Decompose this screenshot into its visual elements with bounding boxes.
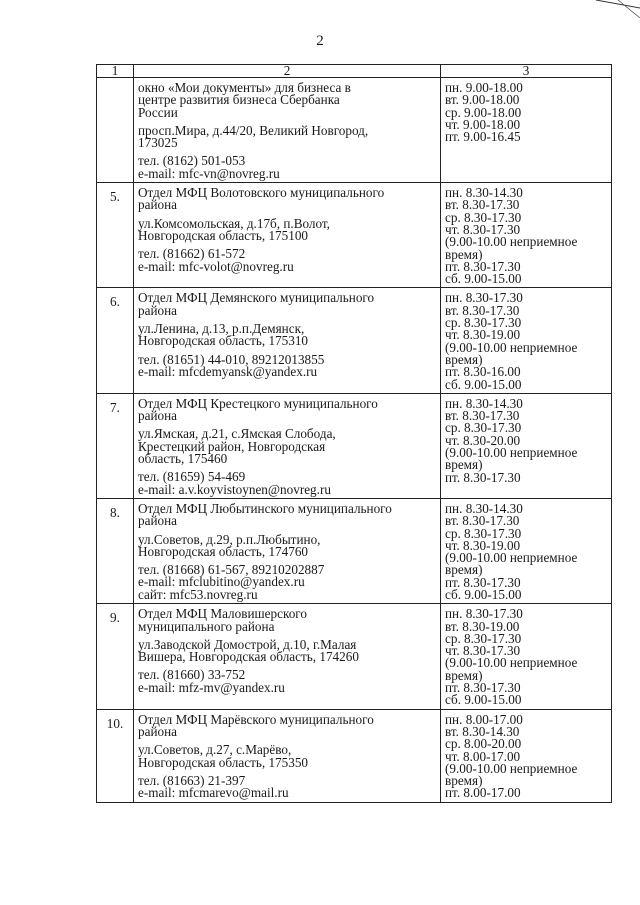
hours-line: вт. 8.30-17.30 (445, 513, 520, 529)
hours-line: время) (445, 457, 483, 473)
hours-line: ср. 8.30-17.30 (445, 420, 522, 436)
hours-line: чт. 8.30-19.00 (445, 537, 521, 553)
table-row (97, 498, 612, 603)
office-address (138, 636, 436, 665)
office-details (134, 709, 441, 802)
hours-line: пт. 8.00-17.00 (445, 785, 521, 801)
row-number: 8. (97, 498, 134, 603)
hours-line: ср. 8.30-17.30 (445, 525, 522, 541)
office-details (134, 183, 441, 288)
row-number: 6. (97, 288, 134, 393)
office-address (138, 215, 436, 243)
office-address-line: просп.Мира, д.44/20, Великий Новгород, (138, 122, 369, 138)
table-row (97, 393, 612, 498)
hours-line: (9.00-10.00 неприемное (445, 339, 578, 355)
working-hours (441, 393, 612, 498)
hours-line: чт. 8.30-20.00 (445, 432, 521, 448)
header-col-1: 1 (97, 65, 134, 78)
hours-line: пт. 8.30-17.30 (445, 680, 521, 696)
hours-line: пт. 8.30-16.00 (445, 364, 521, 380)
office-name (138, 292, 436, 317)
office-address (138, 122, 436, 151)
office-contacts (138, 669, 436, 694)
row-number: 7. (97, 393, 134, 498)
hours-line: пт. 8.30-17.30 (445, 574, 521, 590)
hours-line: пт. 8.30-17.30 (445, 258, 521, 274)
row-number: 5. (97, 183, 134, 288)
hours-line: чт. 8.30-17.30 (445, 643, 521, 659)
office-contacts-line: e-mail: mfclubitino@yandex.ru (138, 574, 305, 590)
office-address-line: 173025 (138, 135, 178, 151)
office-contacts (138, 471, 436, 496)
hours-line: пн. 8.30-14.30 (445, 185, 523, 201)
row-number (97, 78, 134, 183)
office-address-line: Новгородская область, 175100 (138, 227, 309, 243)
hours-line: время) (445, 246, 483, 262)
office-name-line: муниципального района (138, 618, 275, 634)
office-address (138, 531, 436, 559)
office-name (138, 711, 436, 739)
working-hours (441, 183, 612, 288)
hours-line: (9.00-10.00 неприемное (445, 445, 578, 461)
hours-line: чт. 8.30-19.00 (445, 327, 521, 343)
office-contacts-line: e-mail: mfcmarevo@mail.ru (138, 785, 289, 801)
office-name-line: Отдел МФЦ Крестецкого муниципального (138, 395, 378, 411)
hours-line: ср. 9.00-18.00 (445, 104, 522, 120)
office-address-line: ул.Ленина, д.13, р.п.Демянск, (138, 321, 305, 337)
office-contacts-line: тел. (81659) 54-469 (138, 469, 246, 485)
hours-line: (9.00-10.00 неприемное (445, 234, 578, 250)
office-contacts (138, 772, 436, 801)
hours-line: (9.00-10.00 неприемное (445, 760, 578, 776)
office-details (134, 393, 441, 498)
office-contacts-line: e-mail: a.v.koyvistoynen@novreg.ru (138, 481, 331, 497)
office-contacts-line: тел. (8162) 501-053 (138, 153, 246, 169)
office-name (138, 82, 436, 119)
working-hours (441, 498, 612, 603)
office-address-line: Новгородская область, 175350 (138, 754, 309, 770)
office-contacts-line: тел. (81660) 33-752 (138, 667, 246, 683)
office-name (138, 500, 436, 529)
header-col-3: 3 (441, 65, 612, 78)
hours-line: вт. 8.30-14.30 (445, 723, 520, 739)
office-contacts-line: тел. (81663) 21-397 (138, 772, 246, 788)
office-name-line: района (138, 723, 178, 739)
office-address-line: ул.Советов, д.27, с.Марёво, (138, 742, 292, 758)
office-name-line: Отдел МФЦ Волотовского муниципального (138, 185, 385, 201)
office-name-line: Отдел МФЦ Демянского муниципального (138, 290, 375, 306)
office-contacts-line: тел. (81662) 61-572 (138, 246, 246, 262)
office-name-line: окно «Мои документы» для бизнеса в (138, 80, 351, 95)
office-contacts-line: e-mail: mfc-volot@novreg.ru (138, 258, 294, 274)
table-header-row (97, 65, 612, 78)
office-details (134, 288, 441, 393)
working-hours (441, 604, 612, 709)
hours-line: пн. 8.30-14.30 (445, 500, 523, 516)
mfc-offices-table (96, 64, 612, 803)
working-hours (441, 288, 612, 393)
table-row (97, 183, 612, 288)
hours-line: пн. 9.00-18.00 (445, 80, 523, 95)
hours-line: ср. 8.30-17.30 (445, 315, 522, 331)
hours-line: пн. 8.30-17.30 (445, 290, 523, 306)
hours-line: время) (445, 667, 483, 683)
hours-line: пн. 8.30-17.30 (445, 606, 523, 622)
office-name (138, 395, 436, 424)
hours-line: ср. 8.30-17.30 (445, 209, 522, 225)
hours-line: сб. 9.00-15.00 (445, 376, 522, 392)
office-address (138, 744, 436, 769)
hours-line: время) (445, 562, 483, 578)
table-row (97, 604, 612, 709)
hours-line: пт. 9.00-16.45 (445, 129, 521, 145)
office-contacts-line: тел. (81668) 61-567, 89210202887 (138, 562, 325, 578)
hours-line: ср. 8.00-20.00 (445, 736, 522, 752)
office-contacts-line: тел. (81651) 44-010, 89212013855 (138, 351, 325, 367)
office-name (138, 187, 436, 212)
office-name (138, 608, 436, 633)
hours-line: (9.00-10.00 неприемное (445, 550, 578, 566)
office-contacts-line: e-mail: mfz-mv@yandex.ru (138, 679, 285, 695)
working-hours (441, 709, 612, 802)
hours-line: чт. 9.00-18.00 (445, 116, 521, 132)
table-row (97, 709, 612, 802)
hours-line: чт. 8.30-17.30 (445, 221, 521, 237)
working-hours (441, 78, 612, 183)
office-name-line: района (138, 197, 178, 213)
office-address-line: ул.Заводской Домострой, д.10, г.Малая (138, 636, 357, 652)
row-number: 10. (97, 709, 134, 802)
office-details (134, 78, 441, 183)
row-number: 9. (97, 604, 134, 709)
hours-line: вт. 8.30-17.30 (445, 408, 520, 424)
hours-line: сб. 9.00-15.00 (445, 271, 522, 287)
hours-line: сб. 9.00-15.00 (445, 692, 522, 708)
office-address-line: ул.Комсомольская, д.17б, п.Волот, (138, 215, 330, 231)
hours-line: вт. 8.30-19.00 (445, 618, 520, 634)
table-row (97, 288, 612, 393)
hours-line: (9.00-10.00 неприемное (445, 655, 578, 671)
office-name-line: района (138, 513, 178, 529)
office-address-line: ул.Советов, д.29, р.п.Любытино, (138, 531, 321, 547)
office-contacts (138, 351, 436, 379)
office-name-line: Отдел МФЦ Марёвского муниципального (138, 711, 374, 727)
hours-line: вт. 8.30-17.30 (445, 302, 520, 318)
office-name-line: района (138, 408, 178, 424)
office-contacts-line: сайт: mfc53.novreg.ru (138, 586, 258, 602)
hours-line: время) (445, 351, 483, 367)
office-address-line: Новгородская область, 175310 (138, 333, 309, 349)
office-contacts-line: e-mail: mfcdemyansk@yandex.ru (138, 363, 318, 379)
office-name-line: Отдел МФЦ Любытинского муниципального (138, 500, 392, 516)
hours-line: вт. 9.00-18.00 (445, 92, 520, 108)
office-name-line: центре развития бизнеса Сбербанка (138, 92, 340, 108)
office-details (134, 604, 441, 709)
office-address-line: Крестецкий район, Новгородская (138, 438, 326, 454)
hours-line: пн. 8.30-14.30 (445, 395, 523, 411)
office-name-line: России (138, 104, 178, 120)
office-contacts (138, 248, 436, 273)
office-address (138, 323, 436, 348)
office-name-line: района (138, 302, 178, 318)
office-address-line: Новгородская область, 174760 (138, 543, 309, 559)
hours-line: пн. 8.00-17.00 (445, 711, 523, 727)
office-address-line: область, 175460 (138, 451, 228, 467)
hours-line: ср. 8.30-17.30 (445, 630, 522, 646)
page-number: 2 (316, 33, 324, 49)
office-contacts-line: e-mail: mfc-vn@novreg.ru (138, 165, 280, 181)
table-row (97, 78, 612, 183)
office-name-line: Отдел МФЦ Маловишерского (138, 606, 307, 622)
office-address (138, 428, 436, 465)
header-col-2: 2 (134, 65, 441, 78)
office-address-line: ул.Ямская, д.21, с.Ямская Слобода, (138, 426, 336, 442)
hours-line: время) (445, 773, 483, 789)
hours-line: пт. 8.30-17.30 (445, 469, 521, 485)
office-contacts (138, 155, 436, 180)
office-address-line: Вишера, Новгородская область, 174260 (138, 649, 359, 665)
hours-line: чт. 8.00-17.00 (445, 748, 521, 764)
hours-line: вт. 8.30-17.30 (445, 197, 520, 213)
office-contacts (138, 564, 436, 601)
hours-line: сб. 9.00-15.00 (445, 586, 522, 602)
office-details (134, 498, 441, 603)
